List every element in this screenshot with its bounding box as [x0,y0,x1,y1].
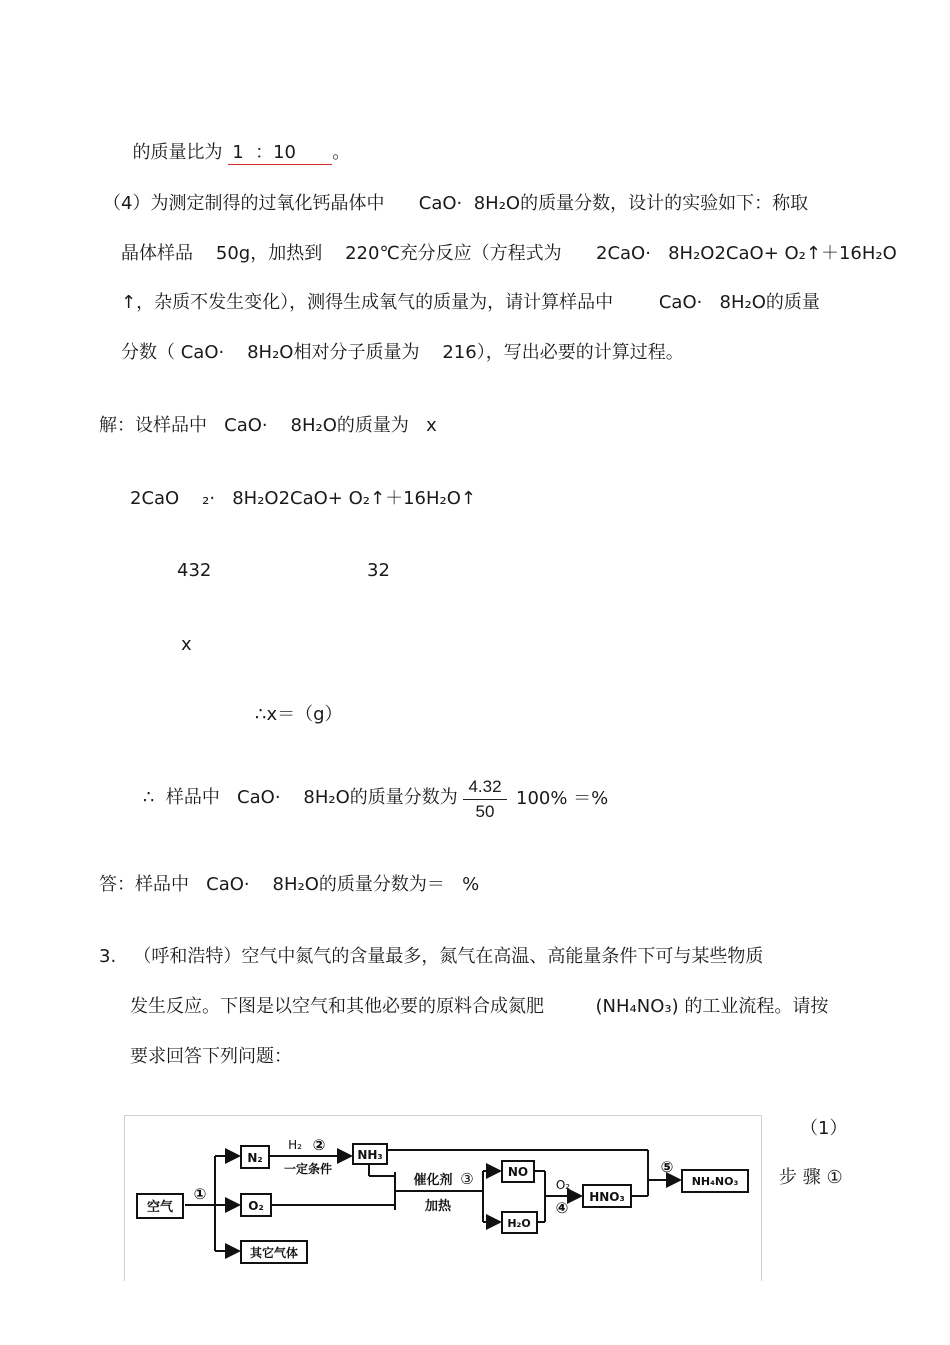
sub-question-number: （1） [800,1118,848,1139]
molar-mass-left: 432 [177,560,212,581]
step3-label: ③ [460,1170,474,1188]
x-result: ∴x＝（g） [255,704,343,725]
step5-label: ⑤ [660,1158,674,1176]
final-answer: 答：样品中 CaO· 8H₂O的质量分数为＝ % [99,874,480,895]
step2-label: ② [312,1136,326,1154]
answer-ratio-line [121,120,350,165]
unknown-x: x [181,634,192,655]
nh3-label: NH₃ [357,1148,383,1162]
q4-line-2: 晶体样品 50g，加热到 220℃充分反应（方程式为 2CaO· 8H₂O2CaO+ O₂↑＋16H₂O [121,243,897,264]
fraction-prefix: ∴ 样品中 CaO· 8H₂O的质量分数为 [143,787,458,808]
hno3-label: HNO₃ [589,1190,625,1204]
ratio-answer-blank: 1 ：10 [228,142,332,165]
fraction-suffix: 100% ＝% [516,788,609,809]
q4-line-3: ↑，杂质不发生变化），测得生成氧气的质量为，请计算样品中 CaO· 8H₂O的质量 [121,292,820,313]
reaction-equation: 2CaO ₂· 8H₂O2CaO+ O₂↑＋16H₂O↑ [130,488,476,509]
ratio-suffix: 。 [332,142,351,163]
heat-label: 加热 [424,1199,452,1214]
q4-line-4: 分数（ CaO· 8H₂O相对分子质量为 216），写出必要的计算过程。 [121,342,684,363]
h2o-label: H₂O [507,1217,531,1230]
step1-label: ① [193,1185,207,1203]
ratio-prefix: 的质量比为 [132,142,223,163]
other-gas-label: 其它气体 [249,1246,299,1260]
condition-label: 一定条件 [283,1162,333,1176]
q3-line-1: 3. （呼和浩特）空气中氮气的含量最多，氮气在高温、高能量条件下可与某些物质 [99,946,764,967]
fraction [463,776,507,823]
step4-label: ④ [555,1199,569,1217]
q3-line-2: 发生反应。下图是以空气和其他必要的原料合成氮肥 (NH₄NO₃) 的工业流程。请按 [130,996,829,1017]
h2-label: H₂ [288,1138,302,1152]
fraction-numerator: 4.32 [468,777,502,796]
air-label: 空气 [146,1200,174,1215]
step-label: 步 骤 ① [779,1167,843,1188]
catalyst-label: 催化剂 [413,1173,453,1188]
nh4no3-label: NH₄NO₃ [691,1175,739,1188]
fraction-denominator: 50 [475,802,495,821]
fraction-bar [463,799,507,800]
o2-left-label: O₂ [248,1199,264,1213]
molar-mass-right: 32 [367,560,390,581]
q3-line-3: 要求回答下列问题： [130,1046,292,1067]
o2-right-label: O₂ [555,1178,571,1192]
process-flow-diagram [124,1115,762,1281]
q4-line-1: （4）为测定制得的过氧化钙晶体中 CaO· 8H₂O的质量分数，设计的实验如下：称取 [103,193,809,214]
no-label: NO [507,1165,529,1179]
solution-setup: 解：设样品中 CaO· 8H₂O的质量为 x [99,415,437,436]
n2-label: N₂ [247,1151,263,1165]
